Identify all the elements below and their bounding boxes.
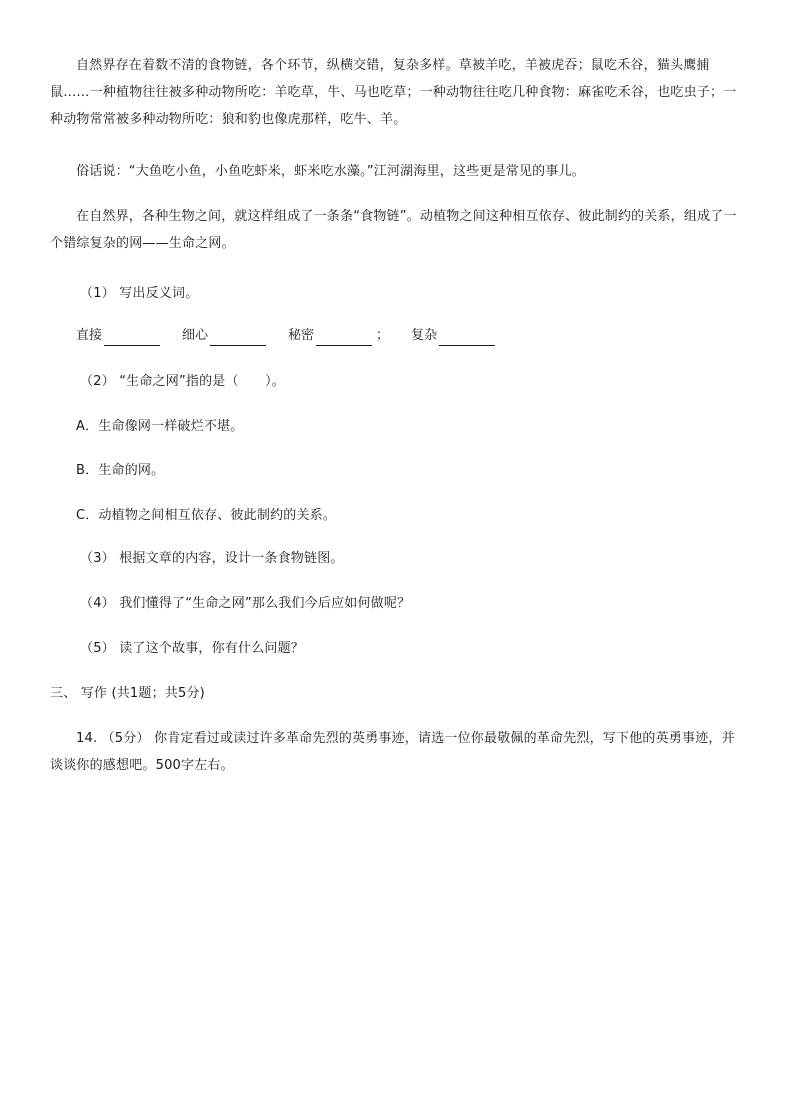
option-a[interactable]: A．生命像网一样破烂不堪。: [76, 419, 244, 434]
antonym-answer-blank-4[interactable]: [439, 331, 495, 346]
question-1: （1） 写出反义词。: [80, 286, 199, 301]
antonym-item-1: [76, 326, 160, 346]
question-3: （3） 根据文章的内容，设计一条食物链图。: [80, 551, 344, 566]
antonym-item-2: [182, 326, 266, 346]
passage-paragraph-1: 自然界存在着数不清的食物链，各个环节，纵横交错，复杂多样。草被羊吃，羊被虎吞；鼠吃禾谷，猫头鹰捕鼠……一种植物往往被多种动物所吃：羊吃草，牛、马也吃草；一种动物往往吃几种食物：麻雀吃禾谷，也吃虫子；一种动物常常被多种动物所吃：狼和豹也像虎那样，吃牛、羊。: [50, 58, 737, 127]
antonym-blanks-row: [76, 326, 517, 346]
antonym-word-2: 细心: [182, 328, 209, 343]
question-4: （4） 我们懂得了“生命之网”那么我们今后应如何做呢？: [80, 596, 411, 611]
question-2: （2） “生命之网”指的是（ ）。: [80, 374, 285, 389]
antonym-answer-blank-3[interactable]: [316, 331, 372, 346]
passage-paragraph-2: 俗话说：“大鱼吃小鱼，小鱼吃虾米，虾米吃水藻。”江河湖海里，这些更是常见的事儿。: [76, 164, 585, 179]
antonym-word-1: 直接: [76, 328, 103, 343]
antonym-answer-blank-2[interactable]: [210, 331, 266, 346]
antonym-word-4: 复杂: [411, 328, 438, 343]
passage-paragraph-3: 在自然界，各种生物之间，就这样组成了一条条“食物链”。动植物之间这种相互依存、彼此制约的关系，组成了一个错综复杂的网——生命之网。: [50, 209, 737, 251]
antonym-item-4: [411, 326, 495, 346]
option-c[interactable]: C．动植物之间相互依存、彼此制约的关系。: [76, 508, 337, 523]
antonym-answer-blank-1[interactable]: [104, 331, 160, 346]
antonym-word-3: 秘密: [288, 328, 315, 343]
antonym-separator: ；: [376, 328, 390, 343]
question-14: 14. （5分） 你肯定看过或读过许多革命先烈的英勇事迹，请选一位你最敬佩的革命先烈，写下他的英勇事迹，并谈谈你的感想吧。500字左右。: [50, 731, 735, 773]
antonym-item-3: [288, 326, 389, 346]
section-3-title: 三、 写作 (共1题；共5分): [50, 686, 205, 701]
question-5: （5） 读了这个故事，你有什么问题？: [80, 641, 305, 656]
option-b[interactable]: B．生命的网。: [76, 463, 165, 478]
